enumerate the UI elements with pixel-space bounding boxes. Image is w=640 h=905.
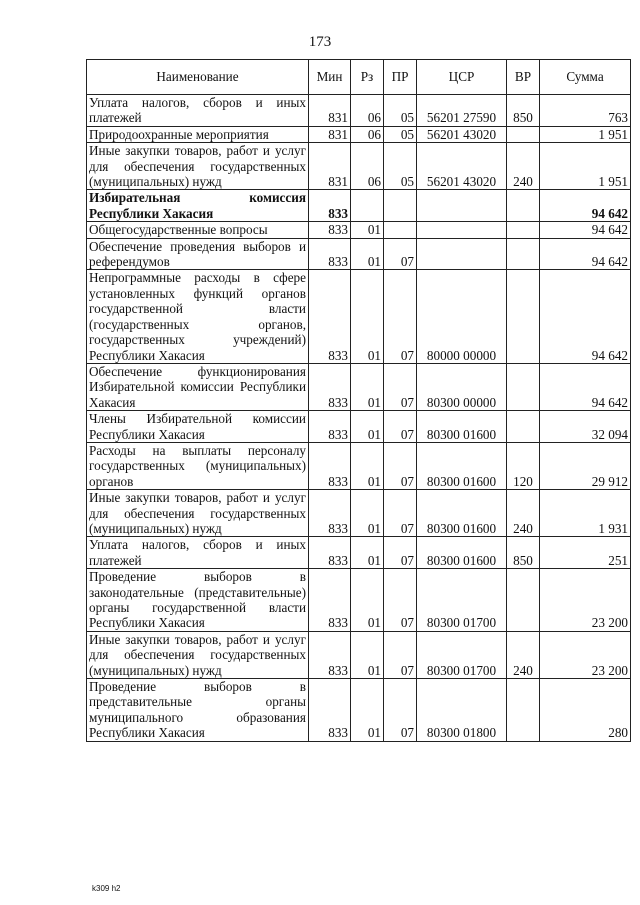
cell-sum: 32 094 (540, 411, 631, 443)
cell-vr (507, 126, 540, 142)
cell-vr (507, 411, 540, 443)
cell-vr (507, 363, 540, 410)
cell-min: 833 (309, 490, 351, 537)
cell-vr: 240 (507, 631, 540, 678)
cell-rz: 01 (351, 363, 384, 410)
cell-csr: 80300 01600 (417, 537, 507, 569)
cell-name: Непрограммные расходы в сфере установленных функций органов государственной власти (государственных органов, государственных учреждений) Республики Хакасия (87, 270, 309, 363)
cell-csr: 80300 01800 (417, 679, 507, 742)
cell-sum: 23 200 (540, 569, 631, 632)
cell-sum: 94 642 (540, 190, 631, 222)
cell-pr: 05 (384, 95, 417, 127)
cell-sum: 1 951 (540, 143, 631, 190)
cell-sum: 94 642 (540, 222, 631, 238)
cell-name: Природоохранные мероприятия (87, 126, 309, 142)
cell-name: Иные закупки товаров, работ и услуг для обеспечения государственных (муниципальных) нужд (87, 631, 309, 678)
page-number: 173 (308, 34, 332, 50)
cell-min: 833 (309, 442, 351, 489)
cell-csr: 80300 01600 (417, 411, 507, 443)
cell-rz: 01 (351, 270, 384, 363)
cell-csr: 56201 27590 (417, 95, 507, 127)
cell-csr: 80300 01700 (417, 631, 507, 678)
table-row (87, 270, 631, 363)
budget-table (86, 59, 631, 742)
cell-min: 833 (309, 679, 351, 742)
cell-min: 833 (309, 190, 351, 222)
header-rz: Рз (351, 60, 384, 95)
cell-csr: 80300 01700 (417, 569, 507, 632)
footer-code: k309 h2 (92, 884, 121, 893)
header-row (87, 60, 631, 95)
header-vr: ВР (507, 60, 540, 95)
cell-name: Обеспечение функционирования Избирательной комиссии Республики Хакасия (87, 363, 309, 410)
cell-rz: 01 (351, 569, 384, 632)
table-row (87, 631, 631, 678)
cell-sum: 29 912 (540, 442, 631, 489)
cell-sum: 763 (540, 95, 631, 127)
cell-rz: 01 (351, 222, 384, 238)
cell-name: Обеспечение проведения выборов и референдумов (87, 238, 309, 270)
table-row (87, 442, 631, 489)
table-row (87, 238, 631, 270)
cell-sum: 1 931 (540, 490, 631, 537)
table-row (87, 679, 631, 742)
cell-pr: 07 (384, 442, 417, 489)
cell-sum: 94 642 (540, 238, 631, 270)
header-pr: ПР (384, 60, 417, 95)
cell-min: 831 (309, 126, 351, 142)
cell-vr: 240 (507, 490, 540, 537)
cell-vr: 850 (507, 95, 540, 127)
cell-min: 831 (309, 143, 351, 190)
cell-csr: 80300 00000 (417, 363, 507, 410)
cell-name: Иные закупки товаров, работ и услуг для обеспечения государственных (муниципальных) нужд (87, 490, 309, 537)
table-row (87, 190, 631, 222)
cell-rz: 01 (351, 238, 384, 270)
table-row (87, 537, 631, 569)
cell-sum: 23 200 (540, 631, 631, 678)
cell-pr: 07 (384, 490, 417, 537)
cell-pr: 07 (384, 679, 417, 742)
cell-csr: 80000 00000 (417, 270, 507, 363)
cell-csr: 80300 01600 (417, 442, 507, 489)
cell-name: Уплата налогов, сборов и иных платежей (87, 95, 309, 127)
cell-csr: 56201 43020 (417, 126, 507, 142)
cell-name: Иные закупки товаров, работ и услуг для обеспечения государственных (муниципальных) нужд (87, 143, 309, 190)
cell-min: 833 (309, 631, 351, 678)
cell-rz: 01 (351, 537, 384, 569)
cell-min: 833 (309, 363, 351, 410)
cell-min: 833 (309, 537, 351, 569)
cell-pr: 07 (384, 569, 417, 632)
header-csr: ЦСР (417, 60, 507, 95)
cell-pr: 07 (384, 238, 417, 270)
cell-sum: 1 951 (540, 126, 631, 142)
cell-name: Уплата налогов, сборов и иных платежей (87, 537, 309, 569)
cell-sum: 280 (540, 679, 631, 742)
cell-pr: 07 (384, 363, 417, 410)
cell-vr (507, 679, 540, 742)
cell-rz (351, 190, 384, 222)
table-row (87, 95, 631, 127)
cell-name: Проведение выборов в представительные органы муниципального образования Республики Хакасия (87, 679, 309, 742)
cell-name: Расходы на выплаты персоналу государственных (муниципальных) органов (87, 442, 309, 489)
cell-name: Проведение выборов в законодательные (представительные) органы государственной власти Республики Хакасия (87, 569, 309, 632)
header-name: Наименование (87, 60, 309, 95)
cell-name: Избирательная комиссия Республики Хакасия (87, 190, 309, 222)
cell-vr (507, 190, 540, 222)
cell-sum: 94 642 (540, 270, 631, 363)
cell-vr (507, 222, 540, 238)
cell-rz: 01 (351, 490, 384, 537)
cell-vr (507, 270, 540, 363)
cell-min: 831 (309, 95, 351, 127)
cell-vr: 240 (507, 143, 540, 190)
cell-min: 833 (309, 270, 351, 363)
table-row (87, 143, 631, 190)
table-row (87, 411, 631, 443)
table-row (87, 490, 631, 537)
cell-vr: 850 (507, 537, 540, 569)
cell-csr (417, 222, 507, 238)
cell-pr (384, 222, 417, 238)
table-row (87, 222, 631, 238)
cell-rz: 01 (351, 631, 384, 678)
cell-rz: 01 (351, 442, 384, 489)
cell-vr (507, 569, 540, 632)
cell-rz: 06 (351, 143, 384, 190)
cell-min: 833 (309, 411, 351, 443)
cell-pr: 05 (384, 143, 417, 190)
cell-min: 833 (309, 222, 351, 238)
cell-vr (507, 238, 540, 270)
cell-rz: 06 (351, 126, 384, 142)
cell-pr (384, 190, 417, 222)
cell-pr: 07 (384, 411, 417, 443)
cell-pr: 07 (384, 631, 417, 678)
cell-pr: 07 (384, 537, 417, 569)
cell-rz: 06 (351, 95, 384, 127)
header-min: Мин (309, 60, 351, 95)
cell-pr: 05 (384, 126, 417, 142)
header-sum: Сумма (540, 60, 631, 95)
cell-vr: 120 (507, 442, 540, 489)
cell-csr (417, 190, 507, 222)
cell-csr (417, 238, 507, 270)
cell-name: Члены Избирательной комиссии Республики Хакасия (87, 411, 309, 443)
cell-sum: 94 642 (540, 363, 631, 410)
cell-name: Общегосударственные вопросы (87, 222, 309, 238)
cell-min: 833 (309, 238, 351, 270)
cell-pr: 07 (384, 270, 417, 363)
cell-rz: 01 (351, 411, 384, 443)
cell-min: 833 (309, 569, 351, 632)
cell-csr: 56201 43020 (417, 143, 507, 190)
table-row (87, 363, 631, 410)
table-row (87, 569, 631, 632)
cell-csr: 80300 01600 (417, 490, 507, 537)
cell-sum: 251 (540, 537, 631, 569)
table-row (87, 126, 631, 142)
cell-rz: 01 (351, 679, 384, 742)
